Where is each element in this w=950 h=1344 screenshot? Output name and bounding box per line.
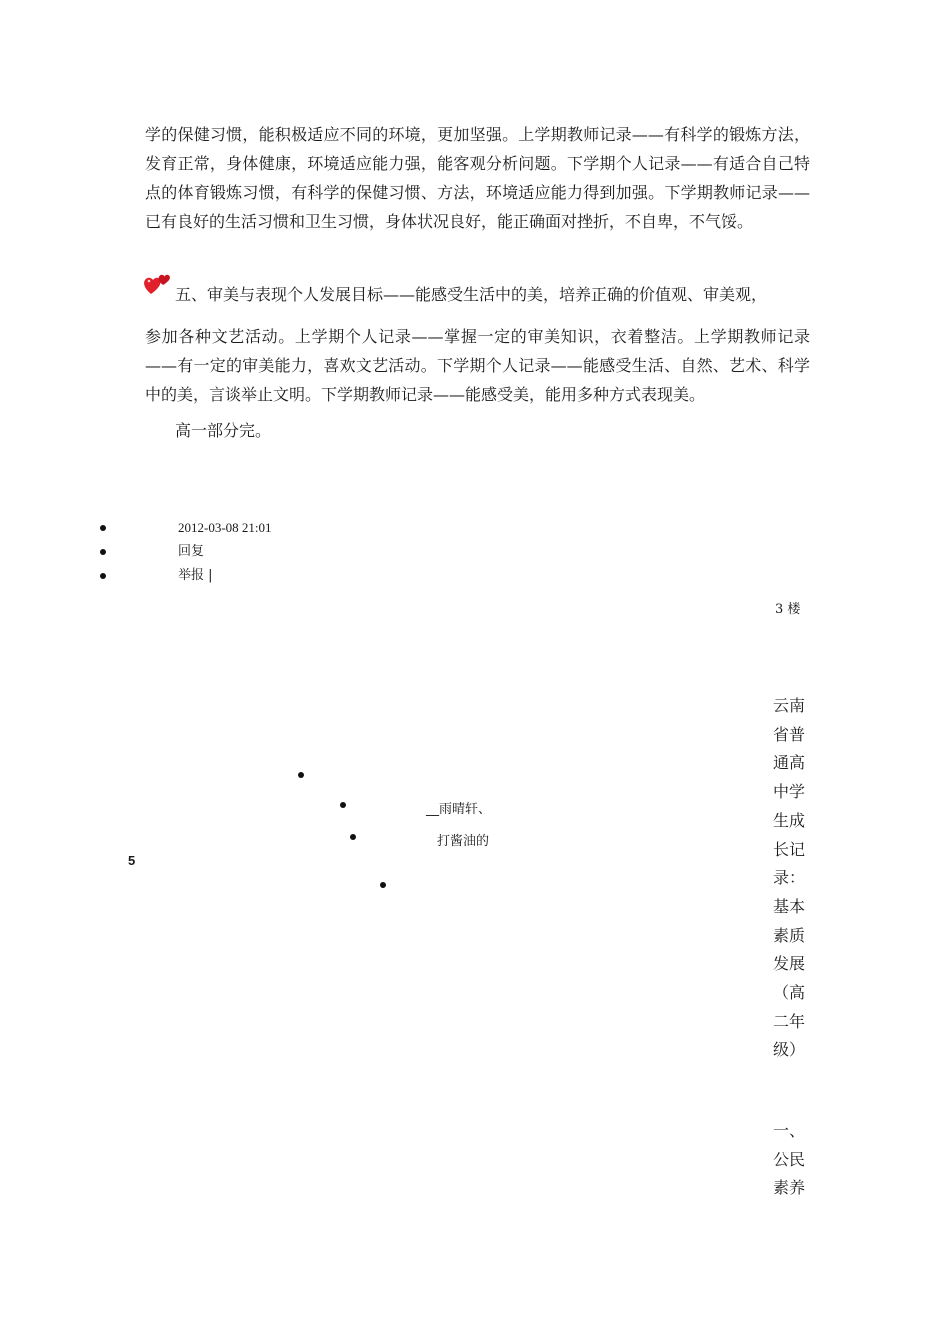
list-bullet [350,834,356,840]
user-level: 5 [128,853,136,868]
document-title: 云南省普通高中学生成长记录：基本素质发展（高二年级） [773,696,806,1060]
list-bullet [100,525,106,531]
username-link[interactable]: __雨晴轩、 [426,802,492,817]
section-end-note: 高一部分完。 [175,421,272,440]
list-bullet [380,882,386,888]
list-bullet [298,772,304,778]
list-bullet [100,549,106,555]
aesthetics-body: 参加各种文艺活动。上学期个人记录——掌握一定的审美知识，衣着整洁。上学期教师记录——有一定的审美能力，喜欢文艺活动。下学期个人记录——能感受生活、自然、艺术、科学中的美，言谈举止文明。下学期教师记录——能感受美，能用多种方式表现美。 [145,327,810,404]
list-bullet [340,802,346,808]
paragraph-aesthetics [145,280,810,409]
list-bullet [100,573,106,579]
floor-number: 3 楼 [775,602,801,617]
reply-link[interactable]: 回复 [178,544,205,559]
aesthetics-lead: 五、审美与表现个人发展目标——能感受生活中的美，培养正确的价值观、审美观， [175,285,768,304]
paragraph-health: 学的保健习惯，能积极适应不同的环境，更加坚强。上学期教师记录——有科学的锻炼方法，发育正常，身体健康，环境适应能力强，能客观分析问题。下学期个人记录——有适合自己特点的体育锻炼习惯，有科学的保健习惯、方法，环境适应能力得到加强。下学期教师记录——已有良好的生活习惯和卫生习惯，身体状况良好，能正确面对挫折，不自卑，不气馁。 [145,125,810,231]
report-link[interactable]: 举报 | [178,568,213,583]
section-heading: 一、公民素养 [773,1121,806,1198]
user-title: 打酱油的 [437,834,490,849]
post-timestamp: 2012-03-08 21:01 [178,520,272,535]
